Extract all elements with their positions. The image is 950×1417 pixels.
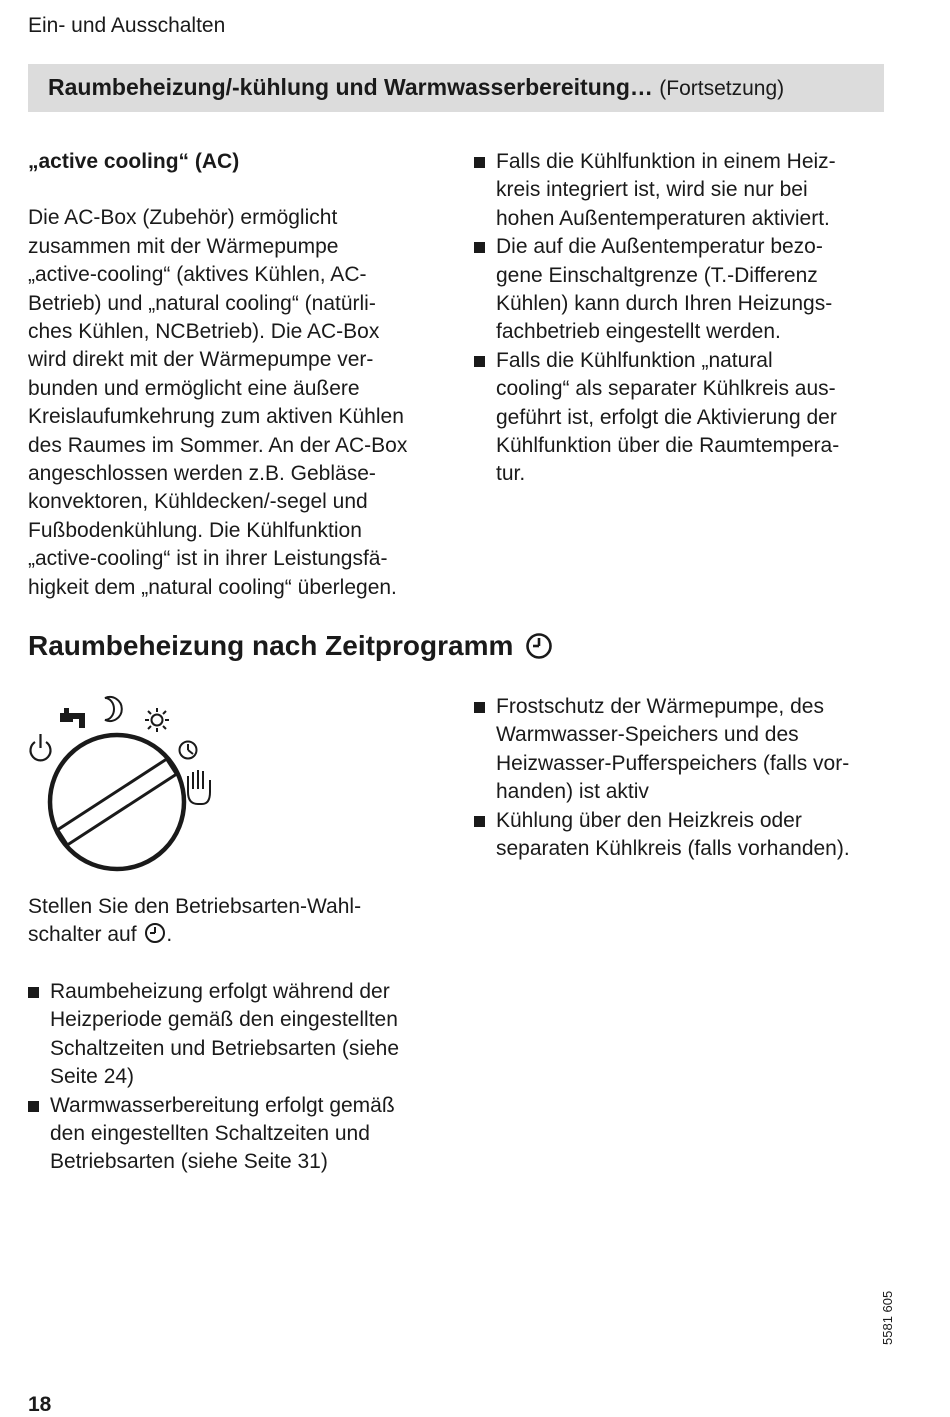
- bullet-line: Kühlung über den Heizkreis oder: [496, 808, 802, 832]
- cooling-notes-list: [474, 148, 894, 489]
- bullet-square-icon: [474, 702, 485, 713]
- bullet-item: [474, 148, 894, 233]
- tap-icon: [60, 708, 85, 728]
- bullet-square-icon: [28, 1101, 39, 1112]
- paragraph-line: „active-cooling“ (aktives Kühlen, AC-: [28, 263, 367, 287]
- bullet-item: [474, 233, 894, 347]
- bullet-line: den eingestellten Schaltzeiten und: [50, 1122, 370, 1146]
- time-program-heading-text: Raumbeheizung nach Zeitprogramm: [28, 630, 514, 661]
- instruction: [28, 893, 458, 950]
- cooling-notes: [474, 148, 894, 489]
- banner-title: Raumbeheizung/-kühlung und Warmwasserbereitung…: [48, 74, 653, 100]
- bullet-line: Frostschutz der Wärmepumpe, des: [496, 695, 824, 718]
- time-program-details: [28, 978, 468, 1177]
- time-program-status-list: [474, 693, 904, 863]
- bullet-item: [28, 978, 468, 1092]
- bullet-item: [474, 347, 894, 489]
- paragraph-line: Die AC-Box (Zubehör) ermöglicht: [28, 206, 338, 230]
- time-program-heading: [28, 630, 553, 662]
- bullet-item: [28, 1092, 468, 1177]
- paragraph-line: zusammen mit der Wärmepumpe: [28, 234, 339, 258]
- bullet-line: fachbetrieb eingestellt werden.: [496, 320, 781, 344]
- bullet-line: Betriebsarten (siehe Seite 31): [50, 1150, 328, 1174]
- active-cooling-section: [28, 148, 458, 602]
- instruction-line-2-text: schalter auf: [28, 923, 137, 947]
- bullet-square-icon: [474, 816, 485, 827]
- paragraph-line: des Raumes im Sommer. An der AC-Box: [28, 433, 408, 457]
- bullet-line: Falls die Kühlfunktion in einem Heiz-: [496, 150, 836, 173]
- power-icon: [31, 734, 51, 760]
- bullet-item: [474, 693, 904, 807]
- bullet-line: tur.: [496, 462, 526, 486]
- bullet-line: Seite 24): [50, 1065, 135, 1089]
- paragraph-line: „active-cooling“ ist in ihrer Leistungsfä-: [28, 547, 388, 571]
- bullet-line: Falls die Kühlfunktion „natural: [496, 348, 773, 372]
- section-banner: [28, 64, 884, 112]
- bullet-line: Heizwasser-Pufferspeichers (falls vor-: [496, 751, 850, 775]
- bullet-line: geführt ist, erfolgt die Aktivierung der: [496, 405, 837, 429]
- sun-icon: [145, 708, 169, 732]
- bullet-line: Die auf die Außentemperatur bezo-: [496, 235, 823, 259]
- bullet-item: [474, 807, 904, 864]
- clock-icon: [144, 922, 166, 944]
- bullet-line: Schaltzeiten und Betriebsarten (siehe: [50, 1036, 400, 1060]
- hand-icon: [188, 770, 210, 804]
- bullet-line: Raumbeheizung erfolgt während der: [50, 980, 390, 1003]
- paragraph-line: bunden und ermöglicht eine äußere: [28, 376, 360, 400]
- bullet-square-icon: [474, 242, 485, 253]
- banner-continued: (Fortsetzung): [659, 77, 785, 100]
- active-cooling-heading: „active cooling“ (AC): [28, 150, 240, 173]
- paragraph-line: Fußbodenkühlung. Die Kühlfunktion: [28, 518, 362, 542]
- paragraph-line: Betrieb) und „natural cooling“ (natürli-: [28, 291, 376, 315]
- document-code: 5581 605: [880, 1290, 895, 1345]
- instruction-line-2: [28, 921, 458, 949]
- time-program-status: [474, 693, 904, 863]
- page-number: 18: [28, 1393, 52, 1416]
- bullet-line: kreis integriert ist, wird sie nur bei: [496, 178, 808, 202]
- paragraph-line: higkeit dem „natural cooling“ überlegen.: [28, 575, 397, 599]
- section-header: Ein- und Ausschalten: [28, 14, 226, 37]
- bullet-square-icon: [474, 356, 485, 367]
- paragraph-line: angeschlossen werden z.B. Gebläse-: [28, 462, 376, 486]
- bullet-line: hohen Außentemperaturen aktiviert.: [496, 206, 830, 230]
- bullet-line: Heizperiode gemäß den eingestellten: [50, 1008, 398, 1032]
- clock-icon: [525, 632, 553, 660]
- bullet-line: cooling“ als separater Kühlkreis aus-: [496, 377, 836, 401]
- bullet-line: handen) ist aktiv: [496, 780, 649, 804]
- instruction-line-1: Stellen Sie den Betriebsarten-Wahl-: [28, 895, 362, 918]
- bullet-line: Warmwasserbereitung erfolgt gemäß: [50, 1093, 395, 1117]
- paragraph-line: konvektoren, Kühldecken/-segel und: [28, 490, 368, 514]
- bullet-line: separaten Kühlkreis (falls vorhanden).: [496, 837, 850, 861]
- bullet-square-icon: [28, 987, 39, 998]
- instruction-end: .: [166, 923, 173, 947]
- active-cooling-paragraph: [28, 204, 458, 602]
- mode-selector-dial: [24, 692, 224, 872]
- bullet-square-icon: [474, 157, 485, 168]
- dial-knob: [50, 735, 184, 869]
- clock-icon: [180, 742, 197, 759]
- paragraph-line: Kreislaufumkehrung zum aktiven Kühlen: [28, 405, 404, 429]
- bullet-line: gene Einschaltgrenze (T.-Differenz: [496, 263, 818, 287]
- paragraph-line: wird direkt mit der Wärmepumpe ver-: [28, 348, 374, 372]
- paragraph-line: ches Kühlen, NCBetrieb). Die AC-Box: [28, 320, 380, 344]
- bullet-line: Warmwasser-Speichers und des: [496, 723, 799, 747]
- moon-icon: [105, 697, 122, 721]
- time-program-details-list: [28, 978, 468, 1177]
- bullet-line: Kühlfunktion über die Raumtempera-: [496, 434, 840, 458]
- bullet-line: Kühlen) kann durch Ihren Heizungs-: [496, 292, 833, 316]
